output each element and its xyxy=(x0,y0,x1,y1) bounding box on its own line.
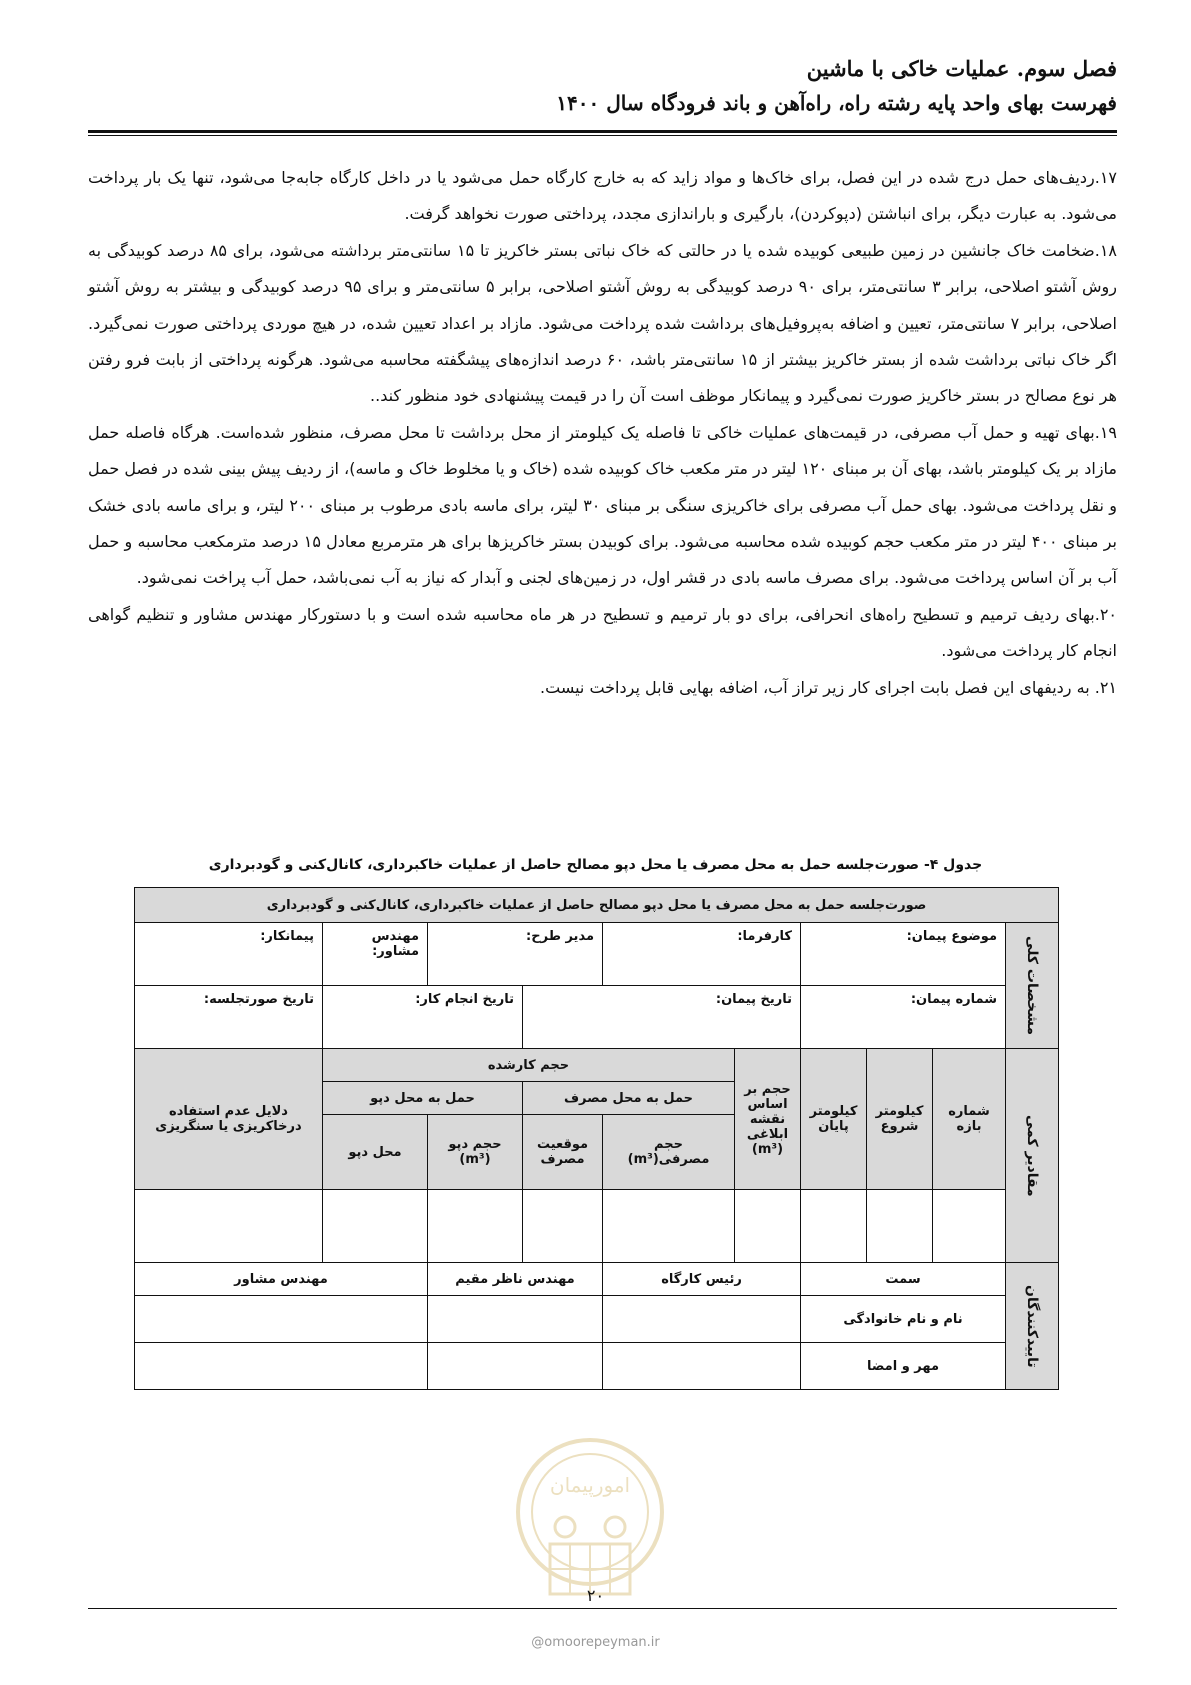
contract-date-field: تاریخ پیمان: xyxy=(523,986,801,1049)
consultant-engineer-header: مهندس مشاور xyxy=(134,1263,427,1296)
reasons-header: دلایل عدم استفاده درخاکریزی یا سنگریزی xyxy=(134,1049,322,1190)
data-cell xyxy=(323,1190,428,1263)
watermark-text: امورپیمان xyxy=(549,1473,631,1497)
data-cell xyxy=(523,1190,603,1263)
use-location-header: موقعیت مصرف xyxy=(523,1115,603,1190)
minutes-date-field: تاریخ صورتجلسه: xyxy=(134,986,322,1049)
data-cell xyxy=(933,1190,1006,1263)
general-section-label: مشخصات کلی xyxy=(1006,923,1059,1049)
paragraph-21: ۲۱. به ردیفهای این فصل بابت اجرای کار زیر تراز آب، اضافه بهایی قابل پرداخت نیست. xyxy=(540,677,1117,697)
sign-cell xyxy=(428,1296,603,1343)
data-cell xyxy=(603,1190,735,1263)
used-volume-header: حجم مصرفی(m³) xyxy=(603,1115,735,1190)
paragraph-19: ۱۹.بهای تهیه و حمل آب مصرفی، در قیمت‌های عملیات خاکی تا فاصله یک کیلومتر از محل برداشت تا محل مصرف، منظور شده‌است. هرگاه فاصله حمل مازاد بر یک کیلومتر باشد، بهای آن بر مبنای ۱۲۰ لیتر در متر مکعب خاک کوبیده شده (خاک و یا مخلوط خاک و ماسه)، از ردیف پیش بینی شده در فصل حمل و نقل پرداخت می‌شود. بهای حمل آب مصرفی برای خاکریزی سنگی بر مبنای ۳۰ لیتر، برای ماسه بادی مرطوب بر مبنای ۲۰۰ لیتر، و برای ماسه بادی خشک بر مبنای ۴۰۰ لیتر در متر مکعب حجم کوبیده شده محاسبه می‌شود. برای کوبیدن بستر خاکریزها برای هر مترمربع معادل ۱۵ درصد مترمکعب محاسبه و حمل آب بر آن اساس پرداخت می‌شود. برای مصرف ماسه بادی در قشر اول، در زمین‌های لجنی و آبدار که نیاز به آب نمی‌باشد، حمل آب پراخت نمی‌شود. xyxy=(88,422,1118,588)
resident-engineer-header: مهندس ناظر مقیم xyxy=(428,1263,603,1296)
body-text xyxy=(88,160,1117,706)
km-start-header: کیلومتر شروع xyxy=(867,1049,933,1190)
map-volume-header: حجم بر اساس نقشه ابلاغی (m³) xyxy=(735,1049,801,1190)
table-caption: جدول ۴- صورت‌جلسه حمل به محل مصرف یا محل دپو مصالح حاصل از عملیات خاکبرداری، کانال‌کنی و گودبرداری xyxy=(208,857,983,873)
sign-cell xyxy=(134,1343,427,1390)
form-title: صورت‌جلسه حمل به محل مصرف یا محل دپو مصالح حاصل از عملیات خاکبرداری، کانال‌کنی و گودبرداری xyxy=(134,888,1058,923)
document-subtitle: فهرست بهای واحد پایه رشته راه، راه‌آهن و باند فرودگاه سال ۱۴۰۰ xyxy=(556,91,1117,115)
volume-done-header: حجم کارشده xyxy=(323,1049,735,1082)
data-cell xyxy=(801,1190,867,1263)
sign-cell xyxy=(428,1343,603,1390)
paragraph-18: ۱۸.ضخامت خاک جانشین در زمین طبیعی کوبیده شده یا در حالتی که خاک نباتی بستر خاکریز تا ۱۵ سانتی‌متر برداشته می‌شود، برای ۸۵ درصد کوبیدگی به روش آشتو اصلاحی، برابر ۳ سانتی‌متر، برای ۹۰ درصد کوبیدگی به روش آشتو اصلاحی، برابر ۵ سانتی‌متر و برای ۹۵ درصد کوبیدگی و بیشتر به روش آشتو اصلاحی، برابر ۷ سانتی‌متر، تعیین و اضافه به‌پروفیل‌های برداشت شده پرداخت می‌شود. مازاد بر اعداد تعیین شده، در هیچ موردی پرداختی صورت نمی‌گیرد. اگر خاک نباتی برداشت شده از بستر خاکریز بیشتر از ۱۵ سانتی‌متر باشد، ۶۰ درصد اندازه‌های پیشگفته محاسبه می‌شود. هرگونه پرداختی از بابت فرو رفتن هر نوع مصالح در بستر خاکریز صورت نمی‌گیرد و پیمانکار موظف است آن را در قیمت پیشنهادی خود منظور کند.. xyxy=(88,240,1118,406)
consultant-field: مهندس مشاور: xyxy=(323,923,428,986)
sign-cell xyxy=(603,1343,801,1390)
page-number: ۲۰ xyxy=(586,1586,605,1605)
work-date-field: تاریخ انجام کار: xyxy=(323,986,523,1049)
full-name-label: نام و نام خانوادگی xyxy=(801,1296,1006,1343)
data-cell xyxy=(428,1190,523,1263)
depot-volume-header: حجم دپو (m³) xyxy=(428,1115,523,1190)
contract-number-field: شماره پیمان: xyxy=(801,986,1006,1049)
seal-sign-label: مهر و امضا xyxy=(801,1343,1006,1390)
data-cell xyxy=(134,1190,322,1263)
quantity-section-label: مقادیر کمی xyxy=(1006,1049,1059,1263)
site-head-header: رئیس کارگاه xyxy=(603,1263,801,1296)
data-cell xyxy=(867,1190,933,1263)
header-rule-thick xyxy=(88,130,1117,133)
header-rule-thin xyxy=(88,135,1117,136)
position-header: سمت xyxy=(801,1263,1006,1296)
contract-subject-field: موضوع پیمان: xyxy=(801,923,1006,986)
to-depot-header: حمل به محل دپو xyxy=(323,1082,523,1115)
contractor-field: پیمانکار: xyxy=(134,923,322,986)
range-number-header: شماره بازه xyxy=(933,1049,1006,1190)
chapter-title: فصل سوم. عملیات خاکی با ماشین xyxy=(806,56,1117,81)
sign-cell xyxy=(603,1296,801,1343)
depot-location-header: محل دپو xyxy=(323,1115,428,1190)
km-end-header: کیلومتر پایان xyxy=(801,1049,867,1190)
data-cell xyxy=(735,1190,801,1263)
page-header xyxy=(88,52,1117,120)
minutes-form xyxy=(135,887,1059,1390)
project-manager-field: مدیر طرح: xyxy=(428,923,603,986)
to-use-header: حمل به محل مصرف xyxy=(523,1082,735,1115)
employer-field: کارفرما: xyxy=(603,923,801,986)
signers-section-label: تایید‌کنندگان xyxy=(1006,1263,1059,1390)
paragraph-17: ۱۷.ردیف‌های حمل درج شده در این فصل، برای خاک‌ها و مواد زاید که به خارج کارگاه حمل می‌شود یا در داخل کارگاه جابه‌جا می‌شود، تنها یک بار پرداخت می‌شود. به عبارت دیگر، برای انباشتن (دپوکردن)، بارگیری و باراندازی مجدد، پرداختی صورت نخواهد گرفت. xyxy=(88,168,1117,224)
website-label: @omoorepeyman.ir xyxy=(531,1635,660,1650)
sign-cell xyxy=(134,1296,427,1343)
paragraph-20: ۲۰.بهای ردیف ترمیم و تسطیح راه‌های انحرافی، برای دو بار ترمیم و تسطیح در هر ماه محاسبه شده است و با دستورکار مهندس مشاور و تنظیم گواهی انجام کار پرداخت می‌شود. xyxy=(88,604,1117,661)
footer-rule xyxy=(88,1608,1117,1609)
